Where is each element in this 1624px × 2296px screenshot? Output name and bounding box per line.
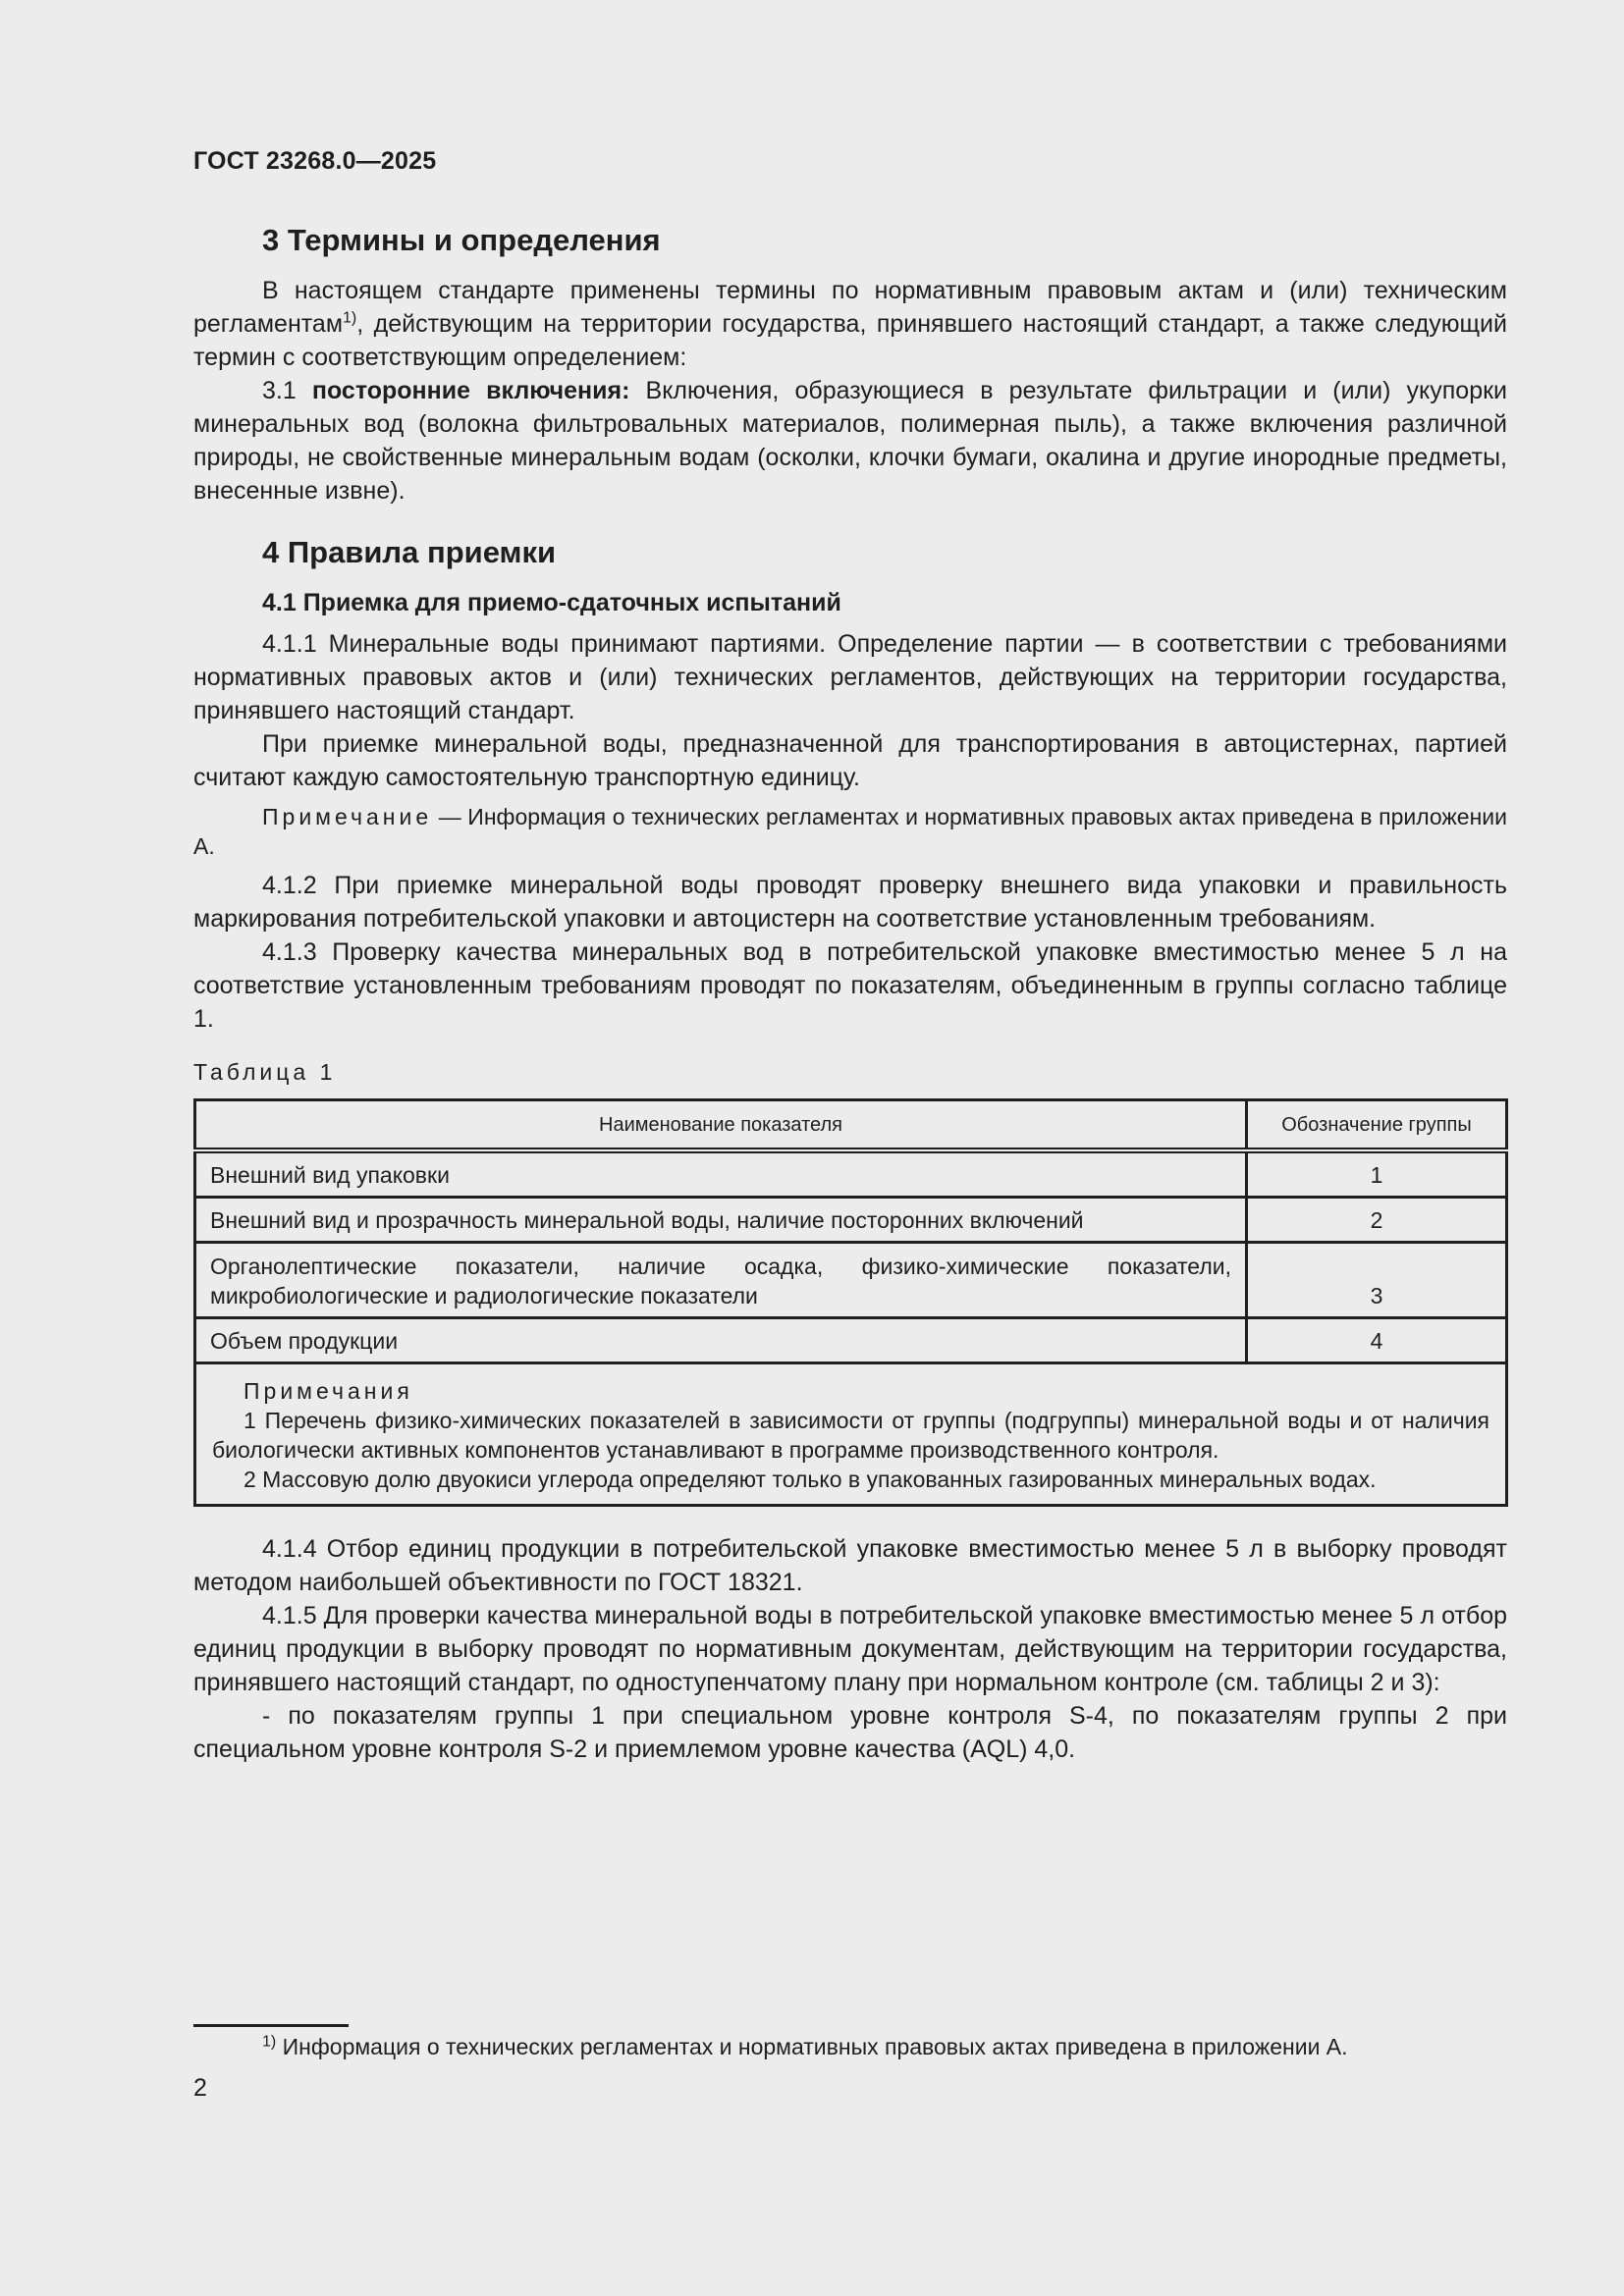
table-1 — [193, 1098, 1508, 1507]
intro-text-2: , действующим на территории государства, принявшего настоящий стандарт, а также следующий термин с соответствующим определением: — [193, 310, 1507, 371]
table-label: Таблица 1 — [193, 1059, 337, 1085]
paragraph-4-1-1-b: При приемке минеральной воды, предназначенной для транспортирования в автоцистернах, партией считают каждую самостоятельную транспортную единицу. — [193, 730, 1507, 791]
page-content — [193, 221, 1507, 1766]
table-header-row — [195, 1100, 1507, 1151]
note-4-1-1 — [193, 802, 1507, 861]
table-header-name: Наименование показателя — [195, 1100, 1247, 1151]
paragraph-4-1-3: 4.1.3 Проверку качества минеральных вод в потребительской упаковке вместимостью менее 5 л на соответствие установленным требованиям проводят по показателям, объединенным в группы согласно таблице 1. — [193, 938, 1507, 1033]
term-text: Включения, образующиеся в результате фильтрации и (или) укупорки минеральных вод (волокна фильтровальных материалов, полимерная пыль), а также включения различной природы, не свойственные минеральным водам (осколки, клочки бумаги, окалина и другие инородные предметы, внесенные извне). — [193, 377, 1508, 505]
table-row — [195, 1318, 1507, 1363]
table-row — [195, 1198, 1507, 1243]
intro-text-1: В настоящем стандарте применены термины по нормативным правовым актам и (или) техническим регламентам — [193, 277, 1507, 338]
paragraph-4-1-4: 4.1.4 Отбор единиц продукции в потребительской упаковке вместимостью менее 5 л в выборку проводят методом наибольшей объективности по ГОСТ 18321. — [193, 1535, 1507, 1596]
table-note-1: 1 Перечень физико-химических показателей в зависимости от группы (подгруппы) минеральной воды и от наличия биологически активных компонентов устанавливают в программе производственного контроля. — [212, 1408, 1489, 1463]
term-definition — [193, 374, 1507, 507]
paragraph-4-1-5-item: - по показателям группы 1 при специальном уровне контроля S-4, по показателям группы 2 при специальном уровне контроля S-2 и приемлемом уровне качества (AQL) 4,0. — [193, 1702, 1507, 1763]
table-cell-name: Объем продукции — [195, 1318, 1247, 1363]
footnote-text: Информация о технических регламентах и нормативных правовых актах приведена в приложении А. — [276, 2034, 1348, 2059]
paragraph-4-1-5: 4.1.5 Для проверки качества минеральной воды в потребительской упаковке вместимостью менее 5 л отбор единиц продукции в выборку проводят по нормативным документам, действующим на территории государства, принявшего настоящий стандарт, по одноступенчатому плану при нормальном контроле (см. таблицы 2 и 3): — [193, 1602, 1507, 1696]
table-cell-name: Внешний вид и прозрачность минеральной воды, наличие посторонних включений — [195, 1198, 1247, 1243]
note-label: Примечание — [262, 804, 433, 829]
table-row — [195, 1243, 1507, 1318]
paragraph-4-1-1: 4.1.1 Минеральные воды принимают партиями. Определение партии — в соответствии с требованиями нормативных правовых актов и (или) технических регламентов, действующих на территории государства, принявшего настоящий стандарт. — [193, 630, 1507, 724]
document-header: ГОСТ 23268.0—2025 — [193, 147, 437, 175]
table-cell-group: 2 — [1247, 1198, 1507, 1243]
table-notes-row — [195, 1363, 1507, 1506]
footnote-divider — [193, 2024, 349, 2027]
note-text: — Информация о технических регламентах и нормативных правовых актах приведена в приложении А. — [193, 804, 1507, 859]
section-3-title: 3 Термины и определения — [262, 223, 661, 257]
page-number: 2 — [193, 2074, 207, 2102]
term-name: посторонние включения: — [311, 377, 630, 404]
table-cell-name: Органолептические показатели, наличие осадка, физико-химические показатели, микробиологические и радиологические показатели — [195, 1243, 1247, 1318]
table-cell-group: 3 — [1247, 1243, 1507, 1318]
table-notes — [195, 1363, 1507, 1506]
table-cell-group: 4 — [1247, 1318, 1507, 1363]
table-header-group: Обозначение группы — [1247, 1100, 1507, 1151]
footnote — [262, 2032, 1348, 2061]
subsection-4-1-title: 4.1 Приемка для приемо-сдаточных испытаний — [262, 589, 841, 616]
section-4-title: 4 Правила приемки — [262, 535, 557, 569]
footnote-ref[interactable]: 1) — [343, 309, 357, 327]
table-cell-group: 1 — [1247, 1150, 1507, 1198]
table-cell-name: Внешний вид упаковки — [195, 1150, 1247, 1198]
table-notes-title: Примечания — [244, 1378, 413, 1404]
term-number: 3.1 — [262, 377, 312, 404]
footnote-marker: 1) — [262, 2033, 277, 2051]
section-3-intro — [193, 274, 1507, 374]
paragraph-4-1-2: 4.1.2 При приемке минеральной воды проводят проверку внешнего вида упаковки и правильность маркирования потребительской упаковки и автоцистерн на соответствие установленным требованиям. — [193, 872, 1507, 933]
table-row — [195, 1150, 1507, 1198]
table-note-2: 2 Массовую долю двуокиси углерода определяют только в упакованных газированных минеральных водах. — [244, 1467, 1377, 1492]
